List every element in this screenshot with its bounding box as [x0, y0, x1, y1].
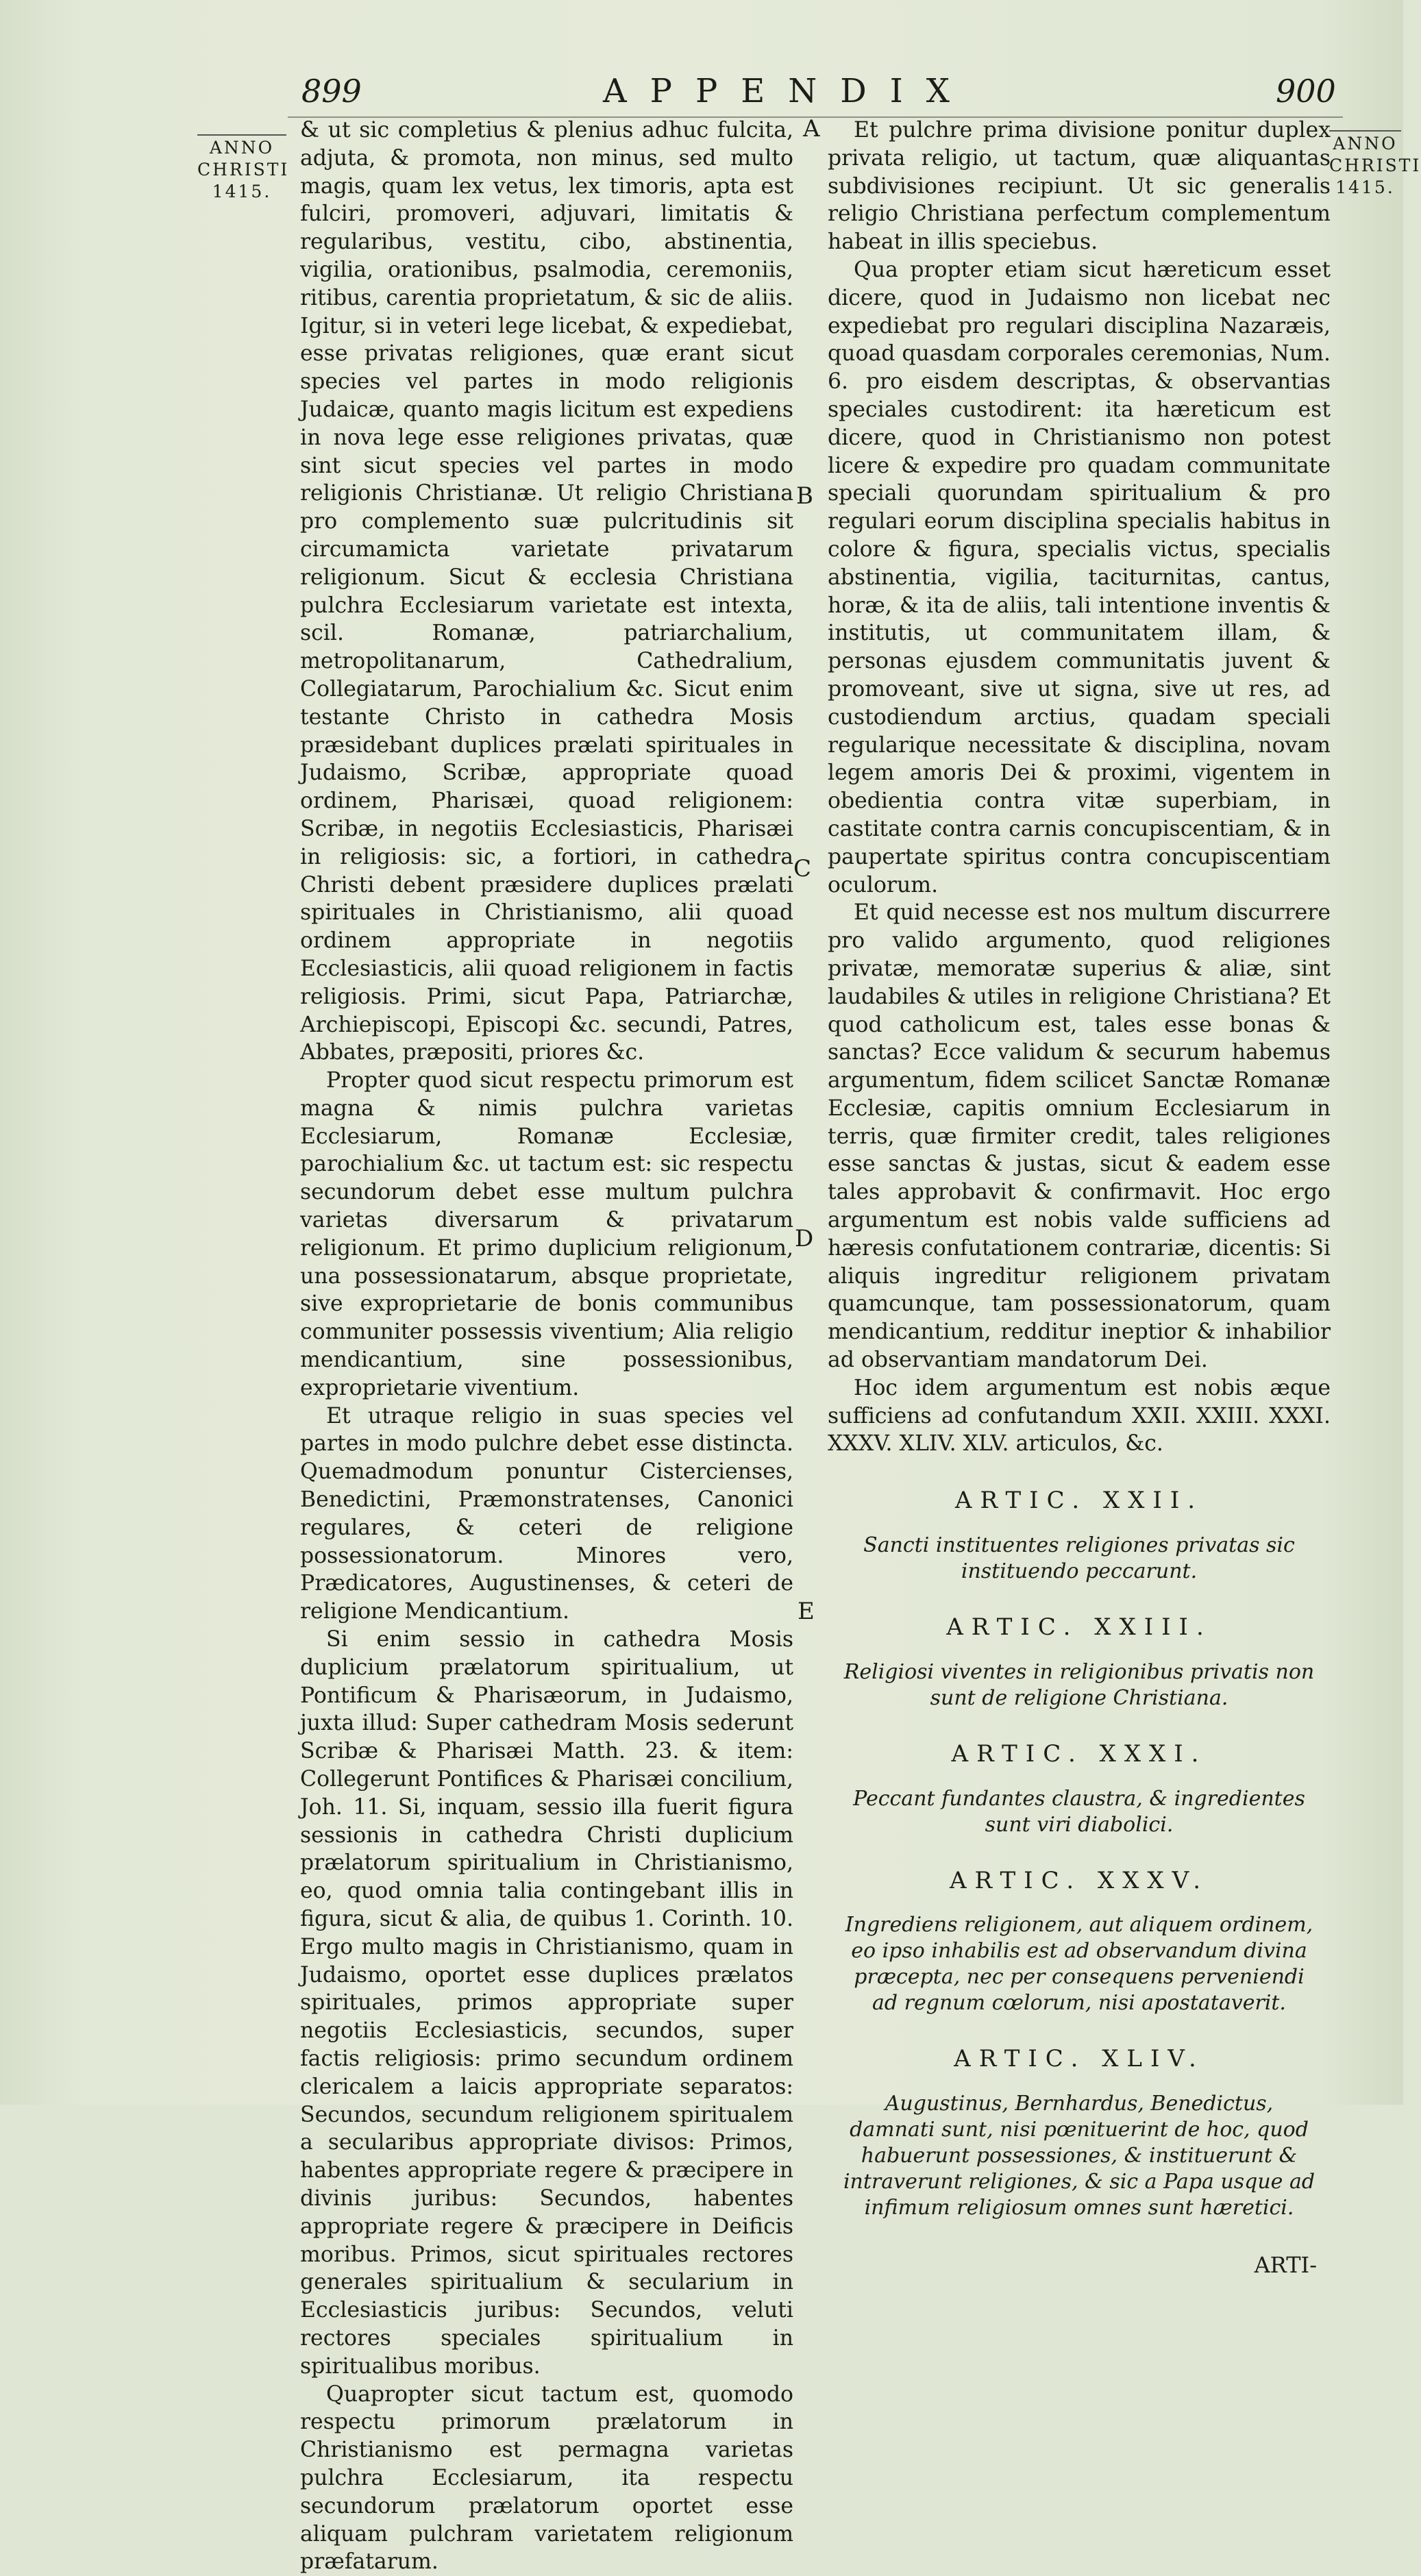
article-block [828, 1487, 1331, 1585]
article-text: Augustinus, Bernhardus, Benedictus, damnati sunt, nisi pœnituerint de hoc, quod habuerunt possessiones, & instituerunt & intraverunt religiones, & sic a Papa usque ad infimum religiosum omnes sunt hæretici. [843, 2092, 1315, 2220]
article-text: Ingrediens religionem, aut aliquem ordinem, eo ipso inhabilis est ad observandum divina præcepta, nec per consequens perveniendi ad regnum cœlorum, nisi apostataverit. [845, 1913, 1313, 2016]
article-heading: ARTIC. XXII. [954, 1487, 1204, 1515]
article-heading: ARTIC. XXXV. [949, 1866, 1209, 1894]
margin-note-left [197, 134, 290, 203]
article-heading: ARTIC. XLIV. [954, 2045, 1204, 2073]
section-marker-b: B [796, 482, 813, 510]
margin-note-line: 1415. [1335, 177, 1395, 197]
margin-note-line: ANNO [1329, 130, 1401, 155]
paragraph: Et pulchre prima divisione ponitur duplex privata religio, ut tactum, quæ aliquantas subdivisiones recipiunt. Ut sic generalis religio Christiana perfectum complementum habeat in illis speciebus. [828, 118, 1331, 255]
article-heading: ARTIC. XXIII. [946, 1613, 1212, 1642]
paragraph: Quapropter sicut tactum est, quomodo respectu primorum prælatorum in Christianismo est permagna varietas pulchra Ecclesiarum, ita respectu secundorum prælatorum oportet esse aliquam pulchram varietatem religionum præfatarum. [300, 2381, 793, 2575]
margin-note-line: 1415. [212, 182, 272, 201]
catchword: ARTI- [1254, 2252, 1317, 2279]
right-text-column [828, 116, 1331, 2279]
left-text-column [300, 116, 793, 2576]
section-marker-c: C [793, 855, 812, 882]
article-block [828, 1613, 1331, 1711]
running-title: APPENDIX [603, 72, 973, 110]
margin-note-right [1329, 130, 1421, 199]
margin-note-line: CHRISTI [1329, 156, 1421, 175]
article-text: Sancti instituentes religiones privatas sic instituendo peccarunt. [863, 1533, 1295, 1584]
article-block [828, 1740, 1331, 1838]
section-marker-a: A [803, 115, 820, 143]
article-block [828, 2045, 1331, 2221]
article-text: Religiosi viventes in religionibus privatis non sunt de religione Christiana. [843, 1659, 1315, 1710]
paragraph: Si enim sessio in cathedra Mosis duplicium prælatorum spiritualium, ut Pontificum & Pharisæorum, in Judaismo, juxta illud: Super cathedram Mosis sederunt Scribæ & Pharisæi Matth. 23. & item: Collegerunt Pontifices & Pharisæi concilium, Joh. 11. Si, inquam, sessio illa fuerit figura sessionis in cathedra Christi duplicium prælatorum spiritualium in Christianismo, eo, quod omnia talia contingebant illis in figura, sicut & alia, de quibus 1. Corinth. 10. Ergo multo magis in Christianismo, quam in Judaismo, oportet esse duplices prælatos spirituales, primos appropriate super negotiis Ecclesiasticis, secundos, super factis religiosis: primo secundum ordinem clericalem a laicis appropriate separatos: Secundos, secundum religionem spiritualem a secularibus appropriate divisos: Primos, habentes appropriate regere & præcipere in divinis juribus: Secundos, habentes appropriate regere & præcipere in Deificis moribus. Primos, sicut spirituales rectores generales spiritualium & secularium in Ecclesiasticis juribus: Secundos, veluti rectores speciales spiritualium in spiritualibus moribus. [300, 1627, 793, 2379]
article-heading: ARTIC. XXXI. [951, 1739, 1207, 1768]
paragraph: Propter quod sicut respectu primorum est magna & nimis pulchra varietas Ecclesiarum, Romanæ Ecclesiæ, parochialium &c. ut tactum est: sic respectu secundorum debet esse multum pulchra varietas diversarum & privatarum religionum. Et primo duplicium religionum, una possessionatarum, absque proprietate, sive exproprietarie de bonis communibus communiter possessis viventium; Alia religio mendicantium, sine possessionibus, exproprietarie viventium. [300, 1068, 793, 1400]
section-marker-e: E [798, 1598, 815, 1625]
paragraph: & ut sic completius & plenius adhuc fulcita, adjuta, & promota, non minus, sed multo magis, quam lex vetus, lex timoris, apta est fulciri, promoveri, adjuvari, limitatis & regularibus, vestitu, cibo, abstinentia, vigilia, orationibus, psalmodia, ceremoniis, ritibus, carentia proprietatum, & sic de aliis. Igitur, si in veteri lege licebat, & expediebat, esse privatas religiones, quæ erant sicut species vel partes in modo religionis Judaicæ, quanto magis licitum est expediens in nova lege esse religiones privatas, quæ sint sicut species vel partes in modo religionis Christianæ. Ut religio Christiana pro complemento suæ pulcritudinis sit circumamicta varietate privatarum religionum. Sicut & ecclesia Christiana pulchra Ecclesiarum varietate est intexta, scil. Romanæ, patriarchalium, metropolitanarum, Cathedralium, Collegiatarum, Parochialium &c. Sicut enim testante Christo in cathedra Mosis præsidebant duplices prælati spirituales in Judaismo, Scribæ, appropriate quoad ordinem, Pharisæi, quoad religionem: Scribæ, in negotiis Ecclesiasticis, Pharisæi in religiosis: sic, a fortiori, in cathedra Christi debent præsidere duplices prælati spirituales in Christianismo, alii quoad ordinem appropriate in negotiis Ecclesiasticis, alii quoad religionem in factis religiosis. Primi, sicut Papa, Patriarchæ, Archiepiscopi, Episcopi &c. secundi, Patres, Abbates, præpositi, priores &c. [300, 118, 793, 1065]
article-block [828, 1867, 1331, 2017]
page-number-left: 899 [301, 73, 362, 110]
paragraph: Hoc idem argumentum est nobis æque sufficiens ad confutandum XXII. XXIII. XXXI. XXXV. XLIV. XLV. articulos, &c. [828, 1375, 1331, 1457]
margin-note-line: ANNO [197, 134, 286, 159]
article-text: Peccant fundantes claustra, & ingredientes sunt viri diabolici. [853, 1786, 1305, 1837]
paragraph: Et utraque religio in suas species vel partes in modo pulchre debet esse distincta. Quemadmodum ponuntur Cistercienses, Benedictini, Præmonstratenses, Canonici regulares, & ceteri de religione possessionatorum. Minores vero, Prædicatores, Augustinenses, & ceteri de religione Mendicantium. [300, 1403, 793, 1624]
page-number-right: 900 [1276, 73, 1336, 110]
section-marker-d: D [795, 1225, 814, 1252]
margin-note-line: CHRISTI [197, 160, 290, 179]
paragraph: Et quid necesse est nos multum discurrere pro valido argumento, quod religiones privatæ, memoratæ superius & aliæ, sint laudabiles & utiles in religione Christiana? Et quod catholicum est, tales esse bonas & sanctas? Ecce validum & securum habemus argumentum, fidem scilicet Sanctæ Romanæ Ecclesiæ, capitis omnium Ecclesiarum in terris, quæ firmiter credit, tales religiones esse sanctas & justas, sicut & eadem esse tales approbavit & confirmavit. Hoc ergo argumentum est nobis valde sufficiens ad hæresis confutationem contrariæ, dicentis: Si aliquis ingreditur religionem privatam quamcunque, tam possessionatorum, quam mendicantium, redditur ineptior & inhabilior ad observantiam mandatorum Dei. [828, 900, 1331, 1373]
paragraph: Qua propter etiam sicut hæreticum esset dicere, quod in Judaismo non licebat nec expediebat pro regulari disciplina Nazaræis, quoad quasdam corporales ceremonias, Num. 6. pro eisdem descriptas, & observantias speciales custodirent: ita hæreticum est dicere, quod in Christianismo non potest licere & expedire pro quadam communitate speciali quorundam spiritualium & pro regulari eorum disciplina specialis habitus in colore & figura, specialis victus, specialis abstinentia, vigilia, taciturnitas, cantus, horæ, & ita de aliis, tali intentione inventis & institutis, ut communitatem illam, & personas ejusdem communitatis juvent & promoveant, sive ut signa, sive ut res, ad custodiendum arctius, quadam speciali regularique necessitate & disciplina, novam legem amoris Dei & proximi, vigentem in obedientia contra vitæ superbiam, in castitate contra carnis concupiscentiam, & in paupertate spiritus contra concupiscentiam oculorum. [828, 257, 1331, 897]
